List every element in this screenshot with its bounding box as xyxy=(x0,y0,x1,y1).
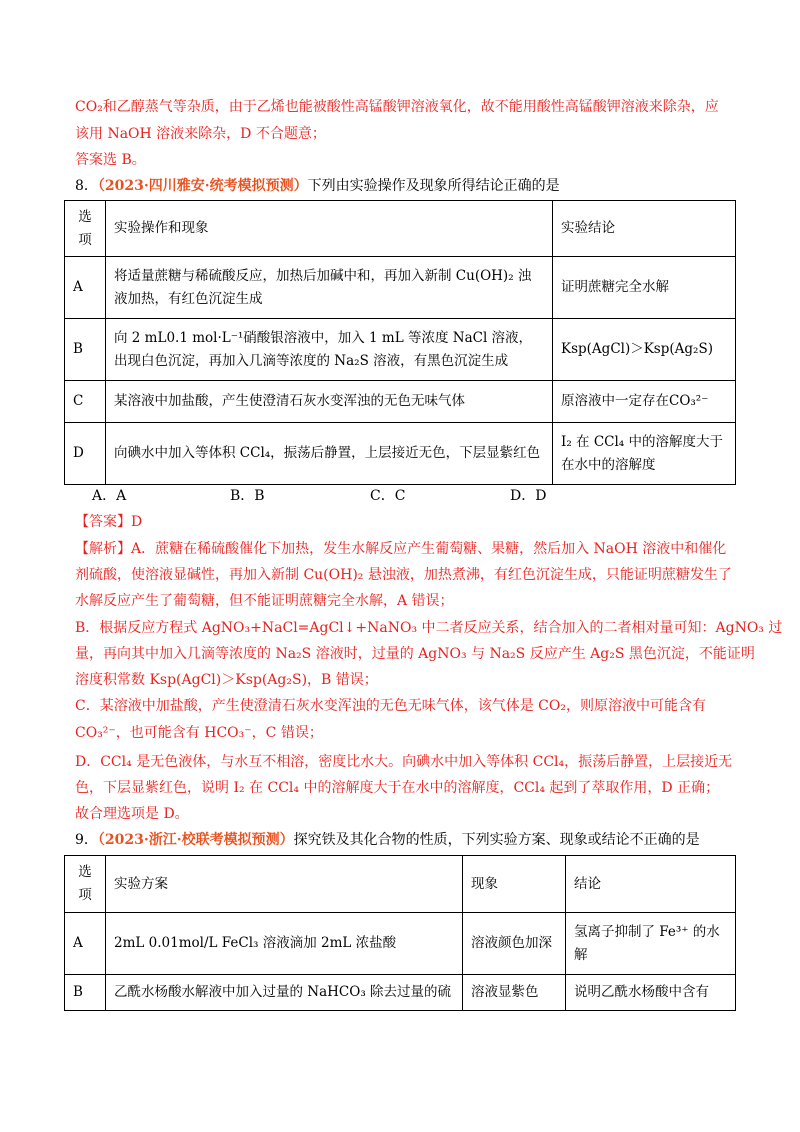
table-row xyxy=(65,423,736,485)
q9-row-b-plan: 乙酰水杨酸水解液中加入过量的 NaHCO₃ 除去过量的硫 xyxy=(106,975,463,1011)
q8-row-b-conclusion: Ksp(AgCl)＞Ksp(Ag₂S) xyxy=(553,319,736,381)
q8-choice-d: D．D xyxy=(510,488,547,504)
q8-row-c-conclusion: 原溶液中一定存在CO₃²⁻ xyxy=(553,381,736,423)
q8-row-b-option: B xyxy=(65,319,106,381)
q9-source: （2023·浙江·校联考模拟预测） xyxy=(97,832,294,848)
analysis-line: CO₃²⁻，也可能含有 HCO₃⁻，C 错误； xyxy=(75,725,323,741)
q8-source: （2023·四川雅安·统考模拟预测） xyxy=(97,178,308,194)
table-row xyxy=(65,975,736,1011)
table-row xyxy=(65,913,736,975)
q8-row-a-conclusion: 证明蔗糖完全水解 xyxy=(553,257,736,319)
q8-row-a-operation: 将适量蔗糖与稀硫酸反应，加热后加碱中和，再加入新制 Cu(OH)₂ 浊液加热，有红色沉淀生成 xyxy=(106,257,553,319)
q9-row-a-phenomenon: 溶液颜色加深 xyxy=(463,913,566,975)
q8-row-c-operation: 某溶液中加盐酸，产生使澄清石灰水变浑浊的无色无味气体 xyxy=(106,381,553,423)
analysis-line: 水解反应产生了葡萄糖，但不能证明蔗糖完全水解，A 错误； xyxy=(75,593,454,609)
q8-answer xyxy=(75,510,142,534)
q8-header-conclusion: 实验结论 xyxy=(553,201,736,257)
analysis-text: A．蔗糖在稀硫酸催化下加热，发生水解反应产生葡萄糖、果糖，然后加入 NaOH 溶液中和催化 xyxy=(131,541,727,557)
prev-answer-line-2: 该用 NaOH 溶液来除杂，D 不合题意； xyxy=(75,126,326,142)
q8-row-c-option: C xyxy=(65,381,106,423)
q9-row-b-option: B xyxy=(65,975,106,1011)
q9-header-phenomenon: 现象 xyxy=(463,856,566,913)
q9-number: 9． xyxy=(75,832,98,848)
table-header-row xyxy=(65,201,736,257)
q9-header-option: 选项 xyxy=(65,856,106,913)
analysis-line xyxy=(75,537,735,561)
q8-table xyxy=(64,200,736,485)
prev-answer-line-1: CO₂和乙醇蒸气等杂质，由于乙烯也能被酸性高锰酸钾溶液氧化，故不能用酸性高锰酸钾溶液来除杂，应 xyxy=(75,99,719,115)
q8-header-option: 选项 xyxy=(65,201,106,257)
table-header-row xyxy=(65,856,736,913)
q8-choice-b: B．B xyxy=(230,488,265,504)
q9-row-b-conclusion: 说明乙酰水杨酸中含有 xyxy=(566,975,736,1011)
q8-row-d-operation: 向碘水中加入等体积 CCl₄，振荡后静置，上层接近无色，下层显紫红色 xyxy=(106,423,553,485)
analysis-line: 溶度积常数 Ksp(AgCl)＞Ksp(Ag₂S)，B 错误； xyxy=(75,672,378,688)
q9-row-a-plan: 2mL 0.01mol/L FeCl₃ 溶液滴加 2mL 浓盐酸 xyxy=(106,913,463,975)
analysis-line: C．某溶液中加盐酸，产生使澄清石灰水变浑浊的无色无味气体，该气体是 CO₂，则原溶液中可能含有 xyxy=(75,698,706,714)
q9-table xyxy=(64,855,736,1011)
q9-heading xyxy=(75,828,700,852)
table-row xyxy=(65,319,736,381)
q9-row-b-phenomenon: 溶液显紫色 xyxy=(463,975,566,1011)
analysis-line: 剂硫酸，使溶液显碱性，再加入新制 Cu(OH)₂ 悬浊液，加热煮沸，有红色沉淀生成，只能证明蔗糖发生了 xyxy=(75,567,732,583)
prev-answer-line-3: 答案选 B。 xyxy=(75,152,146,168)
analysis-line: 故合理选项是 D。 xyxy=(75,806,189,822)
analysis-line: 量，再向其中加入几滴等浓度的 Na₂S 溶液时，过量的 AgNO₃ 与 Na₂S 反应产生 Ag₂S 黑色沉淀，不能证明 xyxy=(75,646,755,662)
q8-choice-a: A．A xyxy=(92,488,127,504)
q9-header-conclusion: 结论 xyxy=(566,856,736,913)
q8-row-d-conclusion: I₂ 在 CCl₄ 中的溶解度大于在水中的溶解度 xyxy=(553,423,736,485)
q8-number: 8． xyxy=(75,178,98,194)
q8-stem: 下列由实验操作及现象所得结论正确的是 xyxy=(307,178,560,194)
analysis-line: D．CCl₄ 是无色液体，与水互不相溶，密度比水大。向碘水中加入等体积 CCl₄，振荡后静置，上层接近无 xyxy=(75,754,733,770)
answer-label: 【答案】 xyxy=(75,514,131,530)
answer-value: D xyxy=(131,514,143,530)
table-row xyxy=(65,381,736,423)
q9-stem: 探究铁及其化合物的性质，下列实验方案、现象或结论不正确的是 xyxy=(293,832,700,848)
analysis-line: 色，下层显紫红色，说明 I₂ 在 CCl₄ 中的溶解度大于在水中的溶解度，CCl₄ 起到了萃取作用，D 正确； xyxy=(75,780,720,796)
q8-header-operation: 实验操作和现象 xyxy=(106,201,553,257)
table-row xyxy=(65,257,736,319)
q8-choices xyxy=(92,486,546,506)
q9-header-plan: 实验方案 xyxy=(106,856,463,913)
q8-row-a-option: A xyxy=(65,257,106,319)
analysis-label: 【解析】 xyxy=(75,541,131,557)
q8-row-d-option: D xyxy=(65,423,106,485)
q9-row-a-conclusion: 氢离子抑制了 Fe³⁺ 的水解 xyxy=(566,913,736,975)
q8-heading xyxy=(75,174,560,198)
q8-row-b-operation: 向 2 mL0.1 mol·L⁻¹硝酸银溶液中，加入 1 mL 等浓度 NaCl 溶液，出现白色沉淀，再加入几滴等浓度的 Na₂S 溶液，有黑色沉淀生成 xyxy=(106,319,553,381)
analysis-line: B．根据反应方程式 AgNO₃+NaCl=AgCl↓+NaNO₃ 中二者反应关系，结合加入的二者相对量可知：AgNO₃ 过 xyxy=(75,620,783,636)
q8-choice-c: C．C xyxy=(370,488,406,504)
q9-row-a-option: A xyxy=(65,913,106,975)
